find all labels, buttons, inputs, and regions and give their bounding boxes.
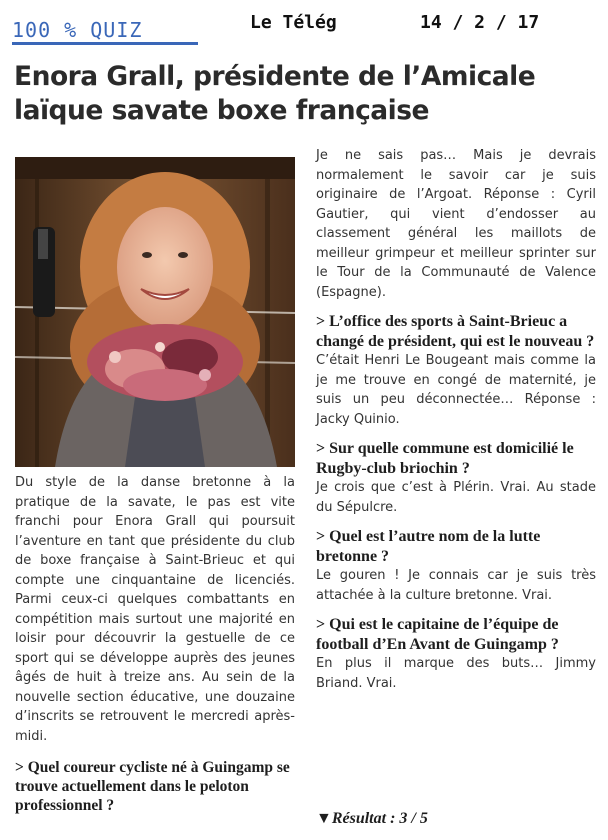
quiz-answer-1: Je ne sais pas… Mais je devrais normalement le savoir car je suis originaire de l’Argoat. Réponse : Cyril Gautier, qui vient d’endosser au classement général les maillots de meilleur grimpeur et meilleur sprinter sur le Tour de la Communauté de Valence (Espagne).	[316, 148, 596, 300]
quiz-answer-4: Le gouren ! Je connais car je suis très attachée à la culture bretonne. Vrai.	[316, 568, 596, 603]
quiz-answer-2: C’était Henri Le Bougeant mais comme la je me trouve en congé de maternité, je suis un peu déconnectée… Réponse : Jacky Quinio.	[316, 353, 596, 427]
quiz-question-1: > Quel coureur cycliste né à Guingamp se trouve actuellement dans le peloton professionnel ?	[15, 759, 290, 814]
section-kicker: 100 % QUIZ	[12, 18, 143, 42]
quiz-answer-5: En plus il marque des buts… Jimmy Briand. Vrai.	[316, 656, 596, 691]
quiz-question-4: > Quel est l’autre nom de la lutte bretonne ?	[316, 528, 541, 565]
quiz-question-5: > Qui est le capitaine de l’équipe de football d’En Avant de Guingamp ?	[316, 616, 559, 653]
quiz-item-4	[316, 527, 596, 605]
left-column	[15, 473, 295, 815]
kicker-underline	[12, 42, 198, 45]
quiz-item-2	[316, 312, 596, 429]
quiz-result: ▼Résultat : 3 / 5	[316, 810, 428, 827]
masthead	[0, 0, 608, 52]
right-column	[316, 146, 596, 703]
intro-paragraph: Du style de la danse bretonne à la pratique de la savate, le pas est vite franchi pour Enora Grall qui poursuit l’aventure en tant que présidente du club de boxe française à Saint-Brieuc et qui compte une cinquantaine de licenciés. Parmi ceux-ci quelques combattants en compétition mais surtout une majorité en loisir pour découvrir la gestuelle de ce sport qui se développe auprès des jeunes âgés de huit à treize ans. Au sein de la nouvelle section éducative, une douzaine d’inscrits se retrouvent le mercredi après-midi.	[15, 475, 295, 744]
quiz-item-1-answer-block	[316, 146, 596, 302]
date-stamp: 14 / 2 / 17	[420, 12, 540, 33]
article-headline: Enora Grall, présidente de l’Amicale laïque savate boxe française	[14, 61, 536, 126]
quiz-item-3	[316, 439, 596, 517]
portrait-photo	[15, 157, 295, 467]
portrait-illustration	[15, 157, 295, 467]
quiz-answer-3: Je crois que c’est à Plérin. Vrai. Au stade du Sépulcre.	[316, 480, 596, 515]
source-stamp: Le Télég	[250, 12, 337, 33]
quiz-item-5	[316, 615, 596, 693]
quiz-question-2: > L’office des sports à Saint-Brieuc a changé de président, qui est le nouveau ?	[316, 313, 595, 350]
quiz-question-3: > Sur quelle commune est domicilié le Rugby-club briochin ?	[316, 440, 574, 477]
